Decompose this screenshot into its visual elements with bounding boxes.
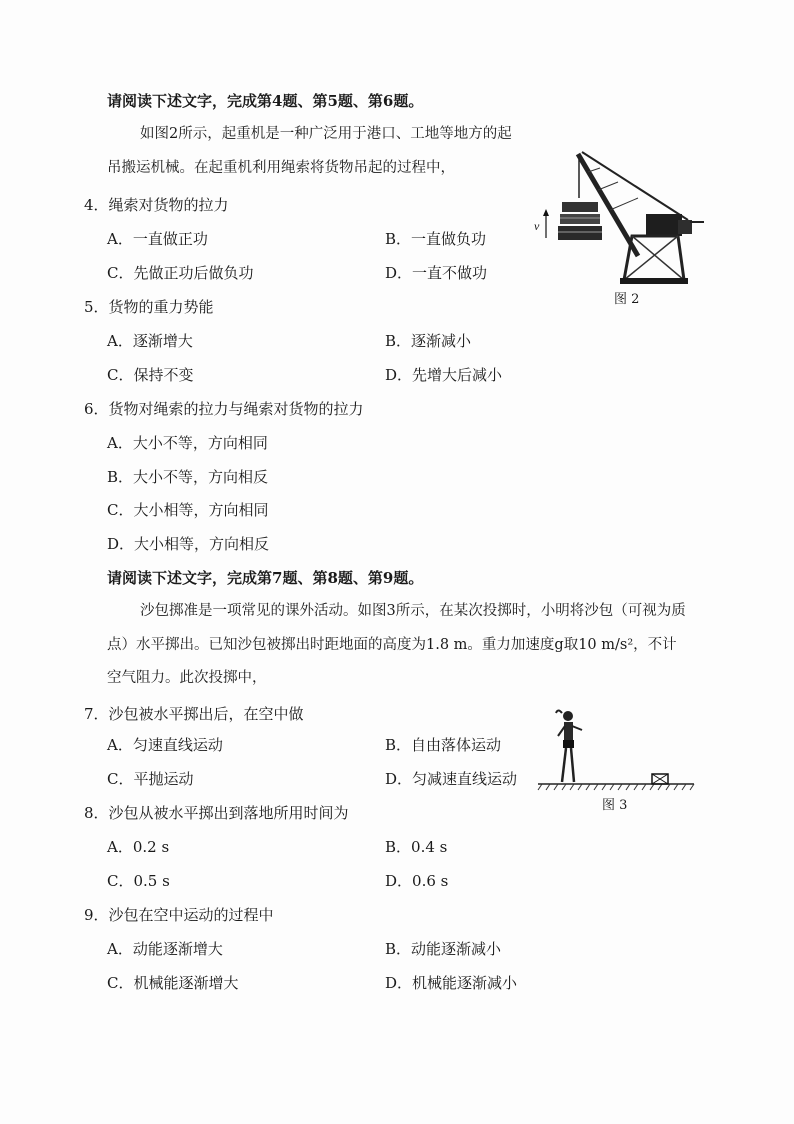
q8-option-c: C．0.5 s xyxy=(107,872,170,890)
sandbag-throw-figure xyxy=(534,704,704,794)
crane-figure xyxy=(528,148,708,288)
section1-intro-line2: 吊搬运机械。在起重机利用绳索将货物吊起的过程中， xyxy=(107,160,455,176)
q7-option-a: A．匀速直线运动 xyxy=(107,736,223,754)
section2-heading: 请阅读下述文字，完成第7题、第8题、第9题。 xyxy=(107,569,424,587)
q4-stem: 4．绳索对货物的拉力 xyxy=(84,196,229,214)
q6-option-c: C．大小相等，方向相同 xyxy=(107,501,269,519)
q9-stem: 9．沙包在空中运动的过程中 xyxy=(84,906,274,924)
q6-option-a: A．大小不等，方向相同 xyxy=(107,434,268,452)
q7-option-b: B．自由落体运动 xyxy=(385,736,502,754)
figure3-caption: 图 3 xyxy=(602,798,628,813)
q7-option-d: D．匀减速直线运动 xyxy=(385,770,518,788)
velocity-label: v xyxy=(534,219,540,233)
section1-heading: 请阅读下述文字，完成第4题、第5题、第6题。 xyxy=(107,92,424,110)
q7-option-c: C．平抛运动 xyxy=(107,770,194,788)
q5-option-d: D．先增大后减小 xyxy=(385,366,503,384)
section1-intro-line1: 如图2所示，起重机是一种广泛用于港口、工地等地方的起 xyxy=(140,126,512,142)
q8-option-a: A．0.2 s xyxy=(107,838,170,856)
section2-intro-line2: 点）水平掷出。已知沙包被掷出时距地面的高度为1.8 m。重力加速度g取10 m/s²，不计 xyxy=(107,637,677,653)
q9-option-d: D．机械能逐渐减小 xyxy=(385,974,518,992)
q5-stem: 5．货物的重力势能 xyxy=(84,298,214,316)
q6-stem: 6．货物对绳索的拉力与绳索对货物的拉力 xyxy=(84,400,364,418)
q9-option-b: B．动能逐渐减小 xyxy=(385,940,502,958)
q4-option-c: C．先做正功后做负功 xyxy=(107,264,254,282)
section2-intro-line3: 空气阻力。此次投掷中， xyxy=(107,670,267,686)
q4-option-b: B．一直做负功 xyxy=(385,230,487,248)
q6-option-b: B．大小不等，方向相反 xyxy=(107,468,269,486)
q5-option-b: B．逐渐减小 xyxy=(385,332,472,350)
q9-option-c: C．机械能逐渐增大 xyxy=(107,974,239,992)
section2-intro-line1: 沙包掷准是一项常见的课外活动。如图3所示，在某次投掷时，小明将沙包（可视为质 xyxy=(140,603,686,619)
q5-option-c: C．保持不变 xyxy=(107,366,194,384)
figure2-caption: 图 2 xyxy=(614,292,640,307)
q8-stem: 8．沙包从被水平掷出到落地所用时间为 xyxy=(84,804,349,822)
q8-option-d: D．0.6 s xyxy=(385,872,449,890)
q5-option-a: A．逐渐增大 xyxy=(107,332,193,350)
q4-option-a: A．一直做正功 xyxy=(107,230,208,248)
q4-option-d: D．一直不做功 xyxy=(385,264,488,282)
q9-option-a: A．动能逐渐增大 xyxy=(107,940,223,958)
q6-option-d: D．大小相等，方向相反 xyxy=(107,535,270,553)
q7-stem: 7．沙包被水平掷出后，在空中做 xyxy=(84,705,304,723)
q8-option-b: B．0.4 s xyxy=(385,838,448,856)
